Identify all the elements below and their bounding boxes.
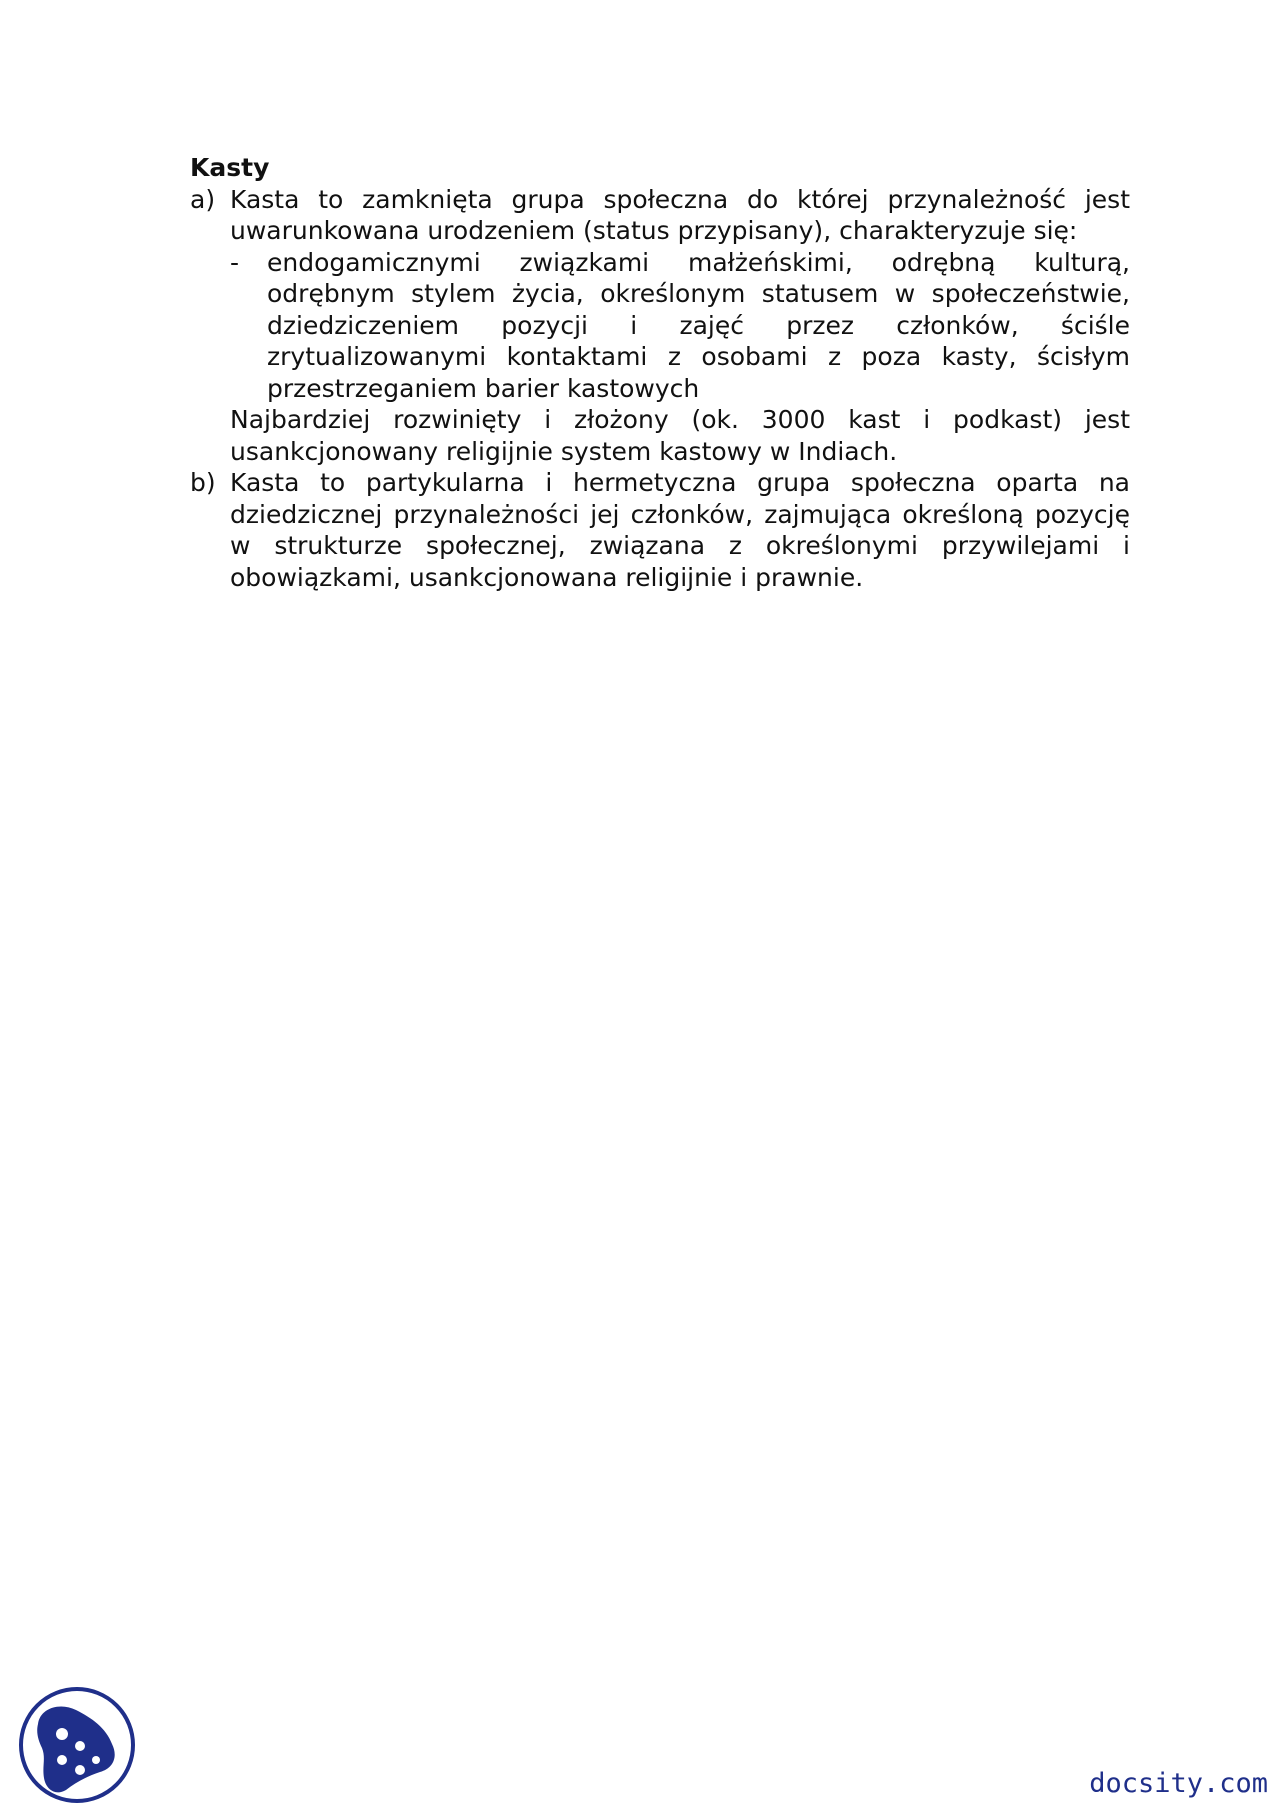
list-item-a <box>190 184 1130 468</box>
list-item-a-text: Kasta to zamknięta grupa społeczna do której przynależność jest uwarunkowana urodzeniem (status przypisany), charakteryzuje się: <box>230 184 1130 245</box>
sub-bullet-text: endogamicznymi związkami małżeńskimi, odrębną kulturą, odrębnym stylem życia, określonym statusem w społeczeństwie, dziedziczeniem pozycji i zajęć przez członków, ściśle zrytualizowanymi kontaktami z osobami z poza kasty, ścisłym przestrzeganiem barier kastowych <box>267 247 1130 403</box>
list-item-b-body <box>230 467 1130 593</box>
docsity-watermark: docsity.com <box>1089 1768 1268 1799</box>
list-marker-a: a) <box>190 184 216 214</box>
bullet-dash: - <box>230 247 240 277</box>
list-item-a-body <box>230 184 1130 468</box>
docsity-logo-icon <box>18 1686 136 1804</box>
document-body <box>190 152 1130 593</box>
list-item-b <box>190 467 1130 593</box>
list-item-b-text: Kasta to partykularna i hermetyczna grupa społeczna oparta na dziedzicznej przynależności jej członków, zajmująca określoną pozycję w strukturze społecznej, związana z określonymi przywilejami i obowiązkami, usankcjonowana religijnie i prawnie. <box>230 468 1130 592</box>
list-item-a-note: Najbardziej rozwinięty i złożony (ok. 3000 kast i podkast) jest usankcjonowany religijnie system kastowy w Indiach. <box>230 405 1130 466</box>
list-marker-b: b) <box>190 468 216 497</box>
document-title: Kasty <box>190 153 270 182</box>
sub-bullet <box>230 247 1130 405</box>
